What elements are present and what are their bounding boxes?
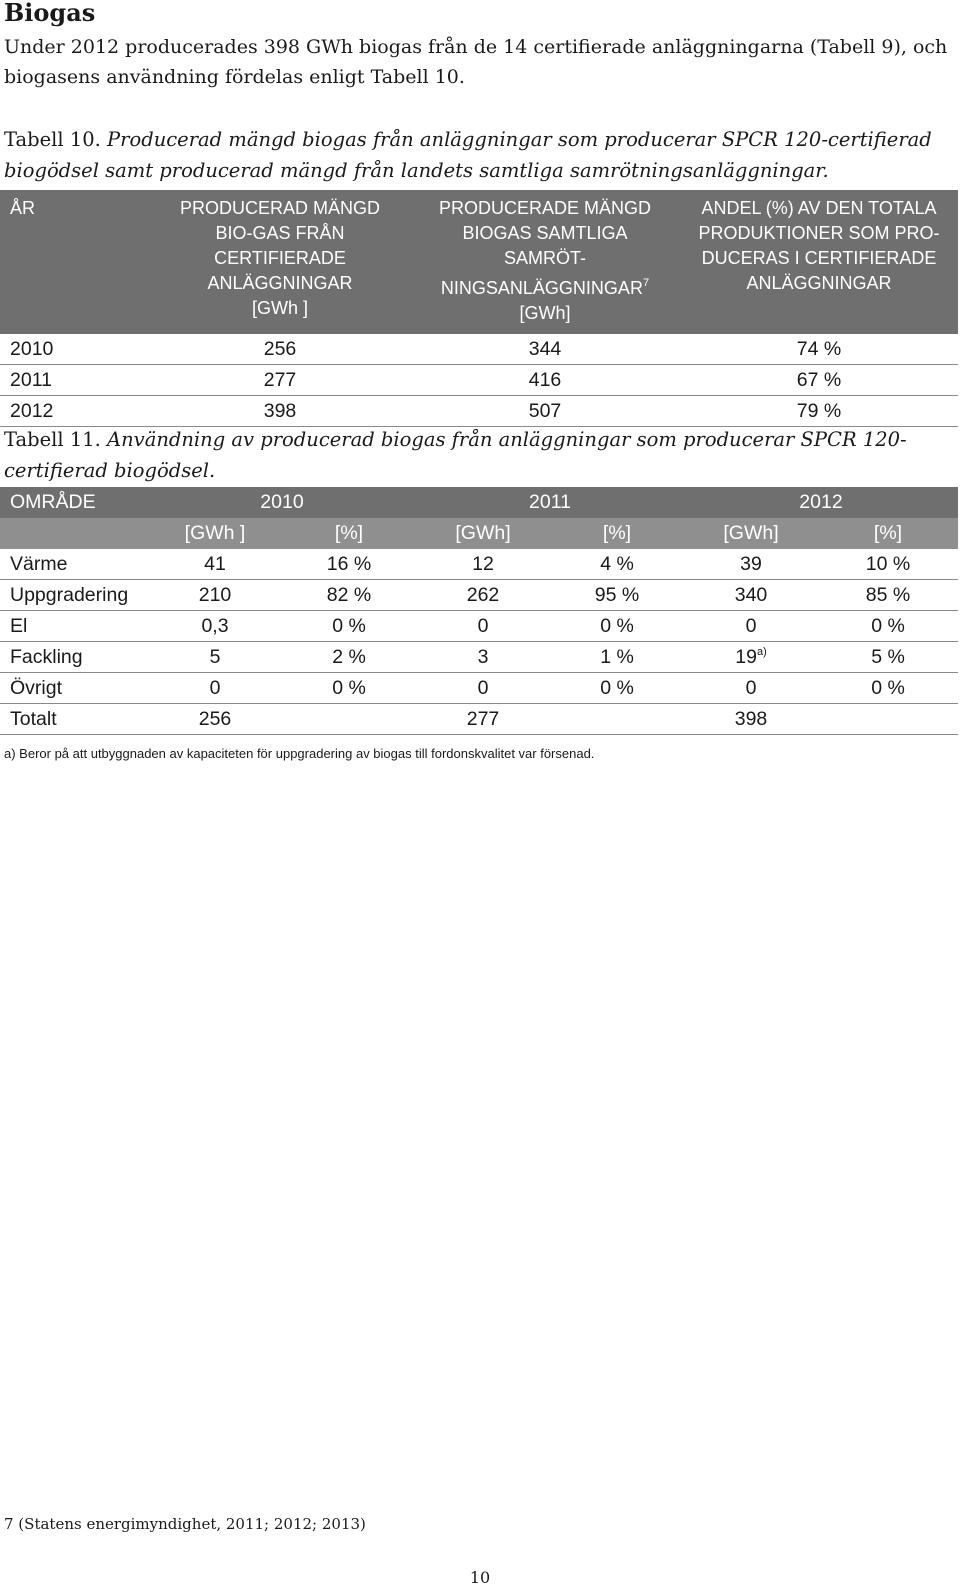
col-header-2012: 2012 bbox=[684, 487, 958, 518]
section-heading: Biogas bbox=[4, 0, 96, 27]
footnote-ref-7: 7 bbox=[642, 277, 650, 289]
cell-certified: 256 bbox=[150, 334, 410, 365]
cell-pct-2011: 0 % bbox=[550, 611, 684, 642]
cell-gwh-2010: 256 bbox=[148, 704, 282, 735]
table-row bbox=[0, 549, 958, 580]
table-row bbox=[0, 365, 958, 396]
cell-gwh-2012-value: 19 bbox=[735, 645, 757, 668]
cell-pct-2010: 16 % bbox=[282, 549, 416, 580]
cell-gwh-2012 bbox=[684, 642, 818, 673]
cell-all: 344 bbox=[410, 334, 680, 365]
cell-pct-2012: 5 % bbox=[818, 642, 958, 673]
cell-pct-2010: 2 % bbox=[282, 642, 416, 673]
cell-gwh-2012: 0 bbox=[684, 673, 818, 704]
cell-pct-2010: 82 % bbox=[282, 580, 416, 611]
cell-pct-2011: 1 % bbox=[550, 642, 684, 673]
table10-caption bbox=[4, 124, 954, 186]
cell-share: 67 % bbox=[680, 365, 958, 396]
cell-pct-2011: 95 % bbox=[550, 580, 684, 611]
cell-area: Övrigt bbox=[0, 673, 148, 704]
page-footnote: 7 (Statens energimyndighet, 2011; 2012; 2013) bbox=[4, 1515, 366, 1533]
cell-area: Uppgradering bbox=[0, 580, 148, 611]
cell-gwh-2011: 0 bbox=[416, 611, 550, 642]
col-header-2010: 2010 bbox=[148, 487, 416, 518]
cell-pct-2012: 10 % bbox=[818, 549, 958, 580]
col-header-share: ANDEL (%) AV DEN TOTALA PRODUKTIONER SOM PRO-DUCERAS I CERTIFIERADE ANLÄGGNINGAR bbox=[680, 190, 958, 334]
col-header-certified bbox=[150, 190, 410, 334]
cell-gwh-2012: 0 bbox=[684, 611, 818, 642]
table-row bbox=[0, 642, 958, 673]
unit-pct-2011: [%] bbox=[550, 518, 684, 549]
table-row bbox=[0, 673, 958, 704]
cell-share: 79 % bbox=[680, 396, 958, 427]
cell-gwh-2011: 262 bbox=[416, 580, 550, 611]
intro-paragraph: Under 2012 producerades 398 GWh biogas från de 14 certifierade anläggningarna (Tabell 9), och biogasens användning fördelas enligt Tabell 10. bbox=[4, 36, 948, 88]
table11-header-row bbox=[0, 487, 958, 518]
cell-gwh-2010: 0 bbox=[148, 673, 282, 704]
table-row bbox=[0, 611, 958, 642]
cell-area: Värme bbox=[0, 549, 148, 580]
cell-pct-2012: 0 % bbox=[818, 673, 958, 704]
cell-pct-2012: 0 % bbox=[818, 611, 958, 642]
cell-pct-2011 bbox=[550, 704, 684, 735]
cell-gwh-2012: 340 bbox=[684, 580, 818, 611]
unit-blank bbox=[0, 518, 148, 549]
cell-pct-2010 bbox=[282, 704, 416, 735]
page-number: 10 bbox=[469, 1568, 491, 1587]
table10-caption-text: Producerad mängd biogas från anläggningar som producerar SPCR 120-certifierad biogödsel samt producerad mängd från landets samtliga samrötningsanläggningar. bbox=[4, 128, 932, 182]
table11-caption-text: Användning av producerad biogas från anläggningar som producerar SPCR 120-certifierad biogödsel. bbox=[4, 428, 907, 482]
table-10 bbox=[0, 190, 958, 427]
table11-note: a) Beror på att utbyggnaden av kapaciteten för uppgradering av biogas till fordonskvalitet var försenad. bbox=[4, 746, 595, 761]
cell-pct-2010: 0 % bbox=[282, 611, 416, 642]
table11-caption bbox=[4, 424, 954, 486]
cell-area: Fackling bbox=[0, 642, 148, 673]
cell-gwh-2011: 3 bbox=[416, 642, 550, 673]
cell-year: 2012 bbox=[0, 396, 150, 427]
unit-gwh-2010: [GWh ] bbox=[148, 518, 282, 549]
col-header-year: ÅR bbox=[0, 190, 150, 334]
cell-pct-2011: 4 % bbox=[550, 549, 684, 580]
unit-gwh-2012: [GWh] bbox=[684, 518, 818, 549]
col-header-2011: 2011 bbox=[416, 487, 684, 518]
cell-gwh-2010: 0,3 bbox=[148, 611, 282, 642]
table11-caption-label: Tabell 11. bbox=[4, 428, 101, 451]
table10-header-row bbox=[0, 190, 958, 334]
cell-pct-2011: 0 % bbox=[550, 673, 684, 704]
table-row bbox=[0, 334, 958, 365]
cell-year: 2011 bbox=[0, 365, 150, 396]
unit-pct-2012: [%] bbox=[818, 518, 958, 549]
col-header-area: OMRÅDE bbox=[0, 487, 148, 518]
cell-gwh-2011: 277 bbox=[416, 704, 550, 735]
col-header-certified-label: PRODUCERAD MÄNGD BIO-GAS FRÅN CERTIFIERADE ANLÄGGNINGAR bbox=[179, 198, 380, 293]
table-11 bbox=[0, 487, 958, 735]
cell-pct-2012: 85 % bbox=[818, 580, 958, 611]
cell-gwh-2010: 5 bbox=[148, 642, 282, 673]
unit-pct-2010: [%] bbox=[282, 518, 416, 549]
cell-pct-2010: 0 % bbox=[282, 673, 416, 704]
cell-gwh-2012: 39 bbox=[684, 549, 818, 580]
cell-pct-2012 bbox=[818, 704, 958, 735]
cell-share: 74 % bbox=[680, 334, 958, 365]
col-header-certified-unit: [GWh ] bbox=[251, 298, 308, 318]
cell-certified: 398 bbox=[150, 396, 410, 427]
cell-all: 507 bbox=[410, 396, 680, 427]
table-row-total bbox=[0, 704, 958, 735]
table-row bbox=[0, 580, 958, 611]
cell-area: El bbox=[0, 611, 148, 642]
cell-gwh-2011: 0 bbox=[416, 673, 550, 704]
table11-unit-row bbox=[0, 518, 958, 549]
cell-gwh-2010: 210 bbox=[148, 580, 282, 611]
cell-gwh-2012: 398 bbox=[684, 704, 818, 735]
cell-all: 416 bbox=[410, 365, 680, 396]
col-header-all-label: PRODUCERADE MÄNGD BIOGAS SAMTLIGA SAMRÖT-NINGSANLÄGGNINGAR bbox=[438, 198, 652, 298]
cell-certified: 277 bbox=[150, 365, 410, 396]
table-row bbox=[0, 396, 958, 427]
cell-year: 2010 bbox=[0, 334, 150, 365]
cell-area: Totalt bbox=[0, 704, 148, 735]
col-header-all bbox=[410, 190, 680, 334]
footnote-ref-a: a) bbox=[756, 645, 767, 658]
cell-gwh-2011: 12 bbox=[416, 549, 550, 580]
col-header-all-unit: [GWh] bbox=[519, 303, 571, 323]
unit-gwh-2011: [GWh] bbox=[416, 518, 550, 549]
table10-caption-label: Tabell 10. bbox=[4, 128, 101, 151]
cell-gwh-2010: 41 bbox=[148, 549, 282, 580]
